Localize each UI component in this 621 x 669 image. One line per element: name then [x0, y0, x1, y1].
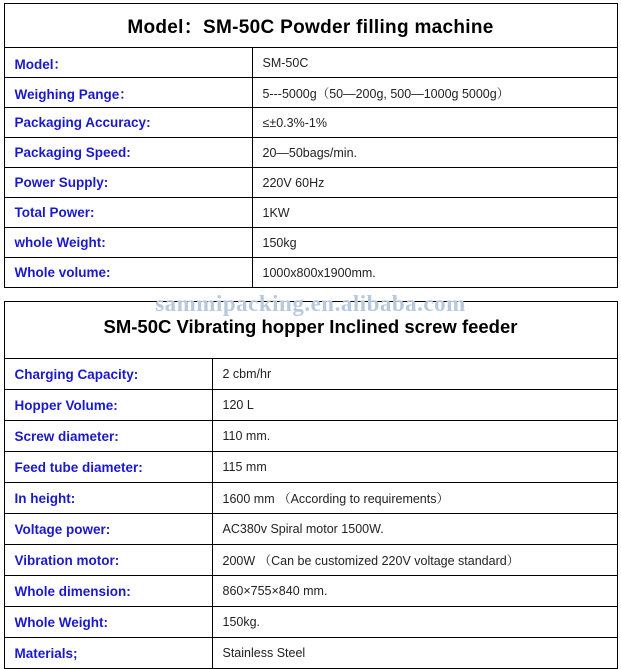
row-label: In height: — [4, 483, 212, 514]
site-watermark: sammipacking.en.alibaba.com — [155, 291, 466, 316]
row-label: Whole volume: — [4, 258, 252, 288]
row-label: Screw diameter: — [4, 421, 212, 452]
row-value: 1000x800x1900mm. — [252, 258, 617, 288]
row-label: Charging Capacity: — [4, 359, 212, 390]
row-label: whole Weight: — [4, 228, 252, 258]
row-label: Materials; — [4, 638, 212, 669]
table2-title: SM-50C Vibrating hopper Inclined screw feeder — [103, 316, 518, 337]
table-row — [4, 198, 617, 228]
row-label: Packaging Speed: — [4, 138, 252, 168]
spec-sheet-page — [0, 3, 621, 661]
row-label: Power Supply: — [4, 168, 252, 198]
table-row — [4, 638, 617, 669]
table-row — [4, 452, 617, 483]
table-row — [4, 483, 617, 514]
row-value: ≤±0.3%-1% — [252, 108, 617, 138]
row-label: Feed tube diameter: — [4, 452, 212, 483]
table-title-row — [4, 4, 617, 48]
row-label: Total Power: — [4, 198, 252, 228]
row-value: 5---5000g（50—200g, 500—1000g 5000g） — [252, 78, 617, 108]
table-row — [4, 48, 617, 78]
table-row — [4, 545, 617, 576]
row-label: Vibration motor: — [4, 545, 212, 576]
row-label: Whole Weight: — [4, 607, 212, 638]
row-label: Voltage power: — [4, 514, 212, 545]
table1-title: Model：SM-50C Powder filling machine — [4, 4, 617, 48]
table-row — [4, 168, 617, 198]
table-row — [4, 576, 617, 607]
row-label: Weighing Pange： — [4, 78, 252, 108]
table-row — [4, 258, 617, 288]
row-value: 200W （Can be customized 220V voltage standard） — [212, 545, 617, 576]
row-value: 1600 mm （According to requirements） — [212, 483, 617, 514]
table-row — [4, 138, 617, 168]
table-row — [4, 390, 617, 421]
row-value: 150kg — [252, 228, 617, 258]
table-row — [4, 359, 617, 390]
row-label: Whole dimension: — [4, 576, 212, 607]
row-value: 110 mm. — [212, 421, 617, 452]
table-row — [4, 421, 617, 452]
row-value: 115 mm — [212, 452, 617, 483]
row-value: SM-50C — [252, 48, 617, 78]
table2-title-cell — [4, 302, 617, 359]
powder-filling-machine-spec-table — [4, 3, 618, 288]
row-value: 20—50bags/min. — [252, 138, 617, 168]
table-separator — [0, 288, 621, 298]
row-value: Stainless Steel — [212, 638, 617, 669]
row-value: 120 L — [212, 390, 617, 421]
row-value: 2 cbm/hr — [212, 359, 617, 390]
table-row — [4, 607, 617, 638]
row-value: AC380v Spiral motor 1500W. — [212, 514, 617, 545]
row-value: 220V 60Hz — [252, 168, 617, 198]
row-label: Model： — [4, 48, 252, 78]
row-value: 860×755×840 mm. — [212, 576, 617, 607]
row-label: Packaging Accuracy: — [4, 108, 252, 138]
row-value: 1KW — [252, 198, 617, 228]
table-title-row — [4, 302, 617, 359]
table-row — [4, 78, 617, 108]
screw-feeder-spec-table — [4, 301, 618, 669]
row-label: Hopper Volume: — [4, 390, 212, 421]
table-row — [4, 108, 617, 138]
table-row — [4, 514, 617, 545]
row-value: 150kg. — [212, 607, 617, 638]
table-row — [4, 228, 617, 258]
